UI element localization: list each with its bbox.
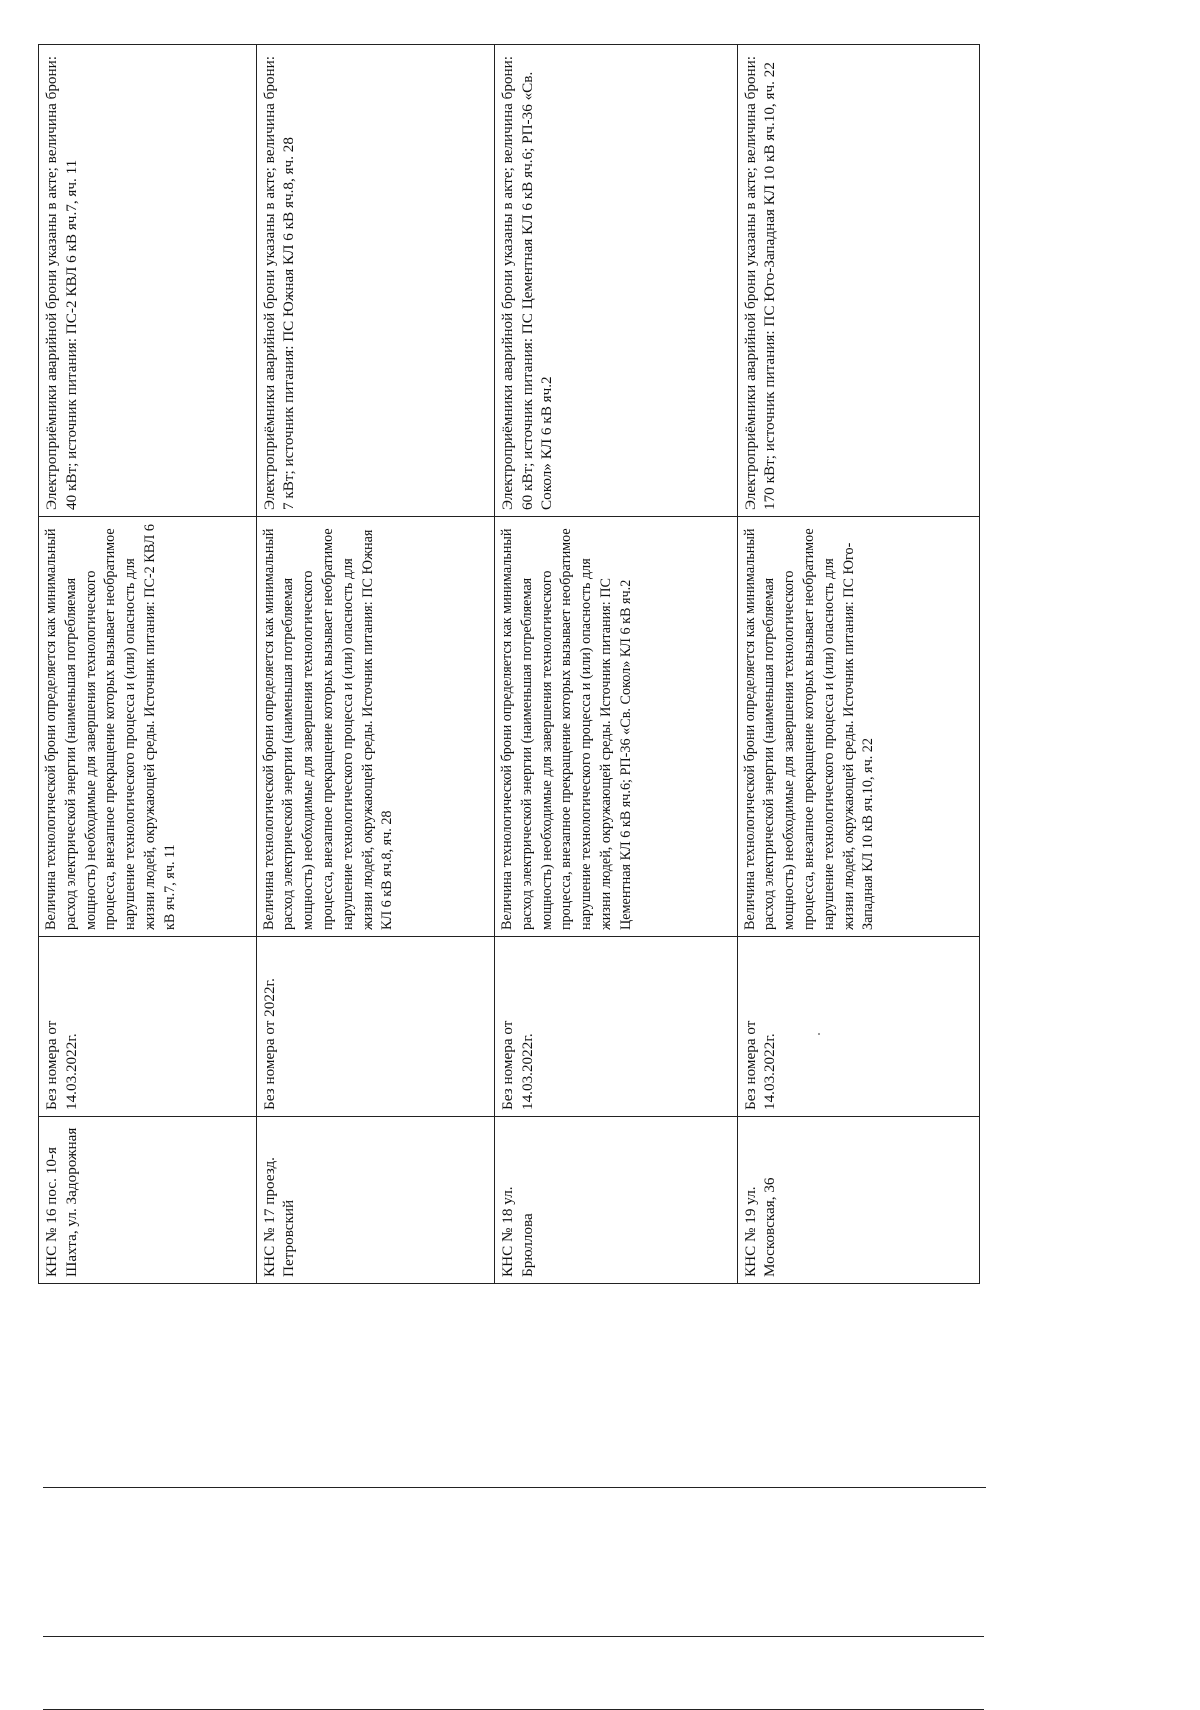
emergency-reserve-cell: Электроприёмники аварийной брони указаны в акте; величина брони: 60 кВт; источник питания: ПС Цементная КЛ 6 кВ яч.6; РП-36 «Св. Сокол» КЛ 6 кВ яч.2: [499, 56, 556, 510]
object-cell: КНС № 17 проезд. Петровский: [257, 1116, 495, 1283]
object-cell: КНС № 18 ул. Брюллова: [495, 1116, 736, 1283]
act-cell: Без номера от 14.03.2022г.: [738, 936, 979, 1116]
reservation-table-region: [38, 44, 980, 1284]
technological-reserve-cell: Величина технологической брони определяется как минимальный расход электрической энергии (наименьшая потребляемая мощность) необходимые для завершения технологического процесса, внезапное прекращение которых вызывает необратимое нарушение технологического процесса и (или) опасность для жизни людей, окружающей среды. Источник питания: ПС Юго- Западная КЛ 10 кВ яч.10, яч. 22: [738, 516, 979, 936]
object-cell: КНС № 16 пос. 10-я Шахта, ул. Задорожная: [39, 1116, 256, 1283]
emergency-reserve-cell: Электроприёмники аварийной брони указаны в акте; величина брони: 40 кВт; источник питания: ПС-2 КВЛ 6 кВ яч.7, яч. 11: [43, 56, 80, 510]
table-row: [495, 45, 737, 1283]
technological-reserve-cell: Величина технологической брони определяется как минимальный расход электрической энергии (наименьшая потребляемая мощность) необходимые для завершения технологического процесса, внезапное прекращение которых вызывает необратимое нарушение технологического процесса и (или) опасность для жизни людей, окружающей среды. Источник питания: ПС Южная КЛ 6 кВ яч.8, яч. 28: [257, 516, 495, 936]
emergency-reserve-cell: Электроприёмники аварийной брони указаны в акте; величина брони: 7 кВт; источник питания: ПС Южная КЛ 6 кВ яч.8, яч. 28: [260, 56, 298, 510]
signature-line: [43, 1487, 986, 1488]
technological-reserve-cell: Величина технологической брони определяется как минимальный расход электрической энергии (наименьшая потребляемая мощность) необходимые для завершения технологического процесса, внезапное прекращение которых вызывает необратимое нарушение технологического процесса и (или) опасность для жизни людей, окружающей среды. Источник питания: ПС Цементная КЛ 6 кВ яч.6; РП-36 «Св. Сокол» КЛ 6 кВ яч.2: [495, 516, 736, 936]
table-row: [257, 45, 496, 1283]
scan-speck: [818, 1033, 820, 1035]
reservation-table: [38, 44, 980, 1284]
technological-reserve-cell: Величина технологической брони определяется как минимальный расход электрической энергии (наименьшая потребляемая мощность) необходимые для завершения технологического процесса, внезапное прекращение которых вызывает необратимое нарушение технологического процесса и (или) опасность для жизни людей, окружающей среды. Источник питания: ПС-2 КВЛ 6 кВ яч.7, яч. 11: [39, 516, 256, 936]
act-cell: Без номера от 14.03.2022г.: [39, 936, 256, 1116]
signature-line: [43, 1636, 984, 1637]
table-row: [39, 45, 257, 1283]
emergency-reserve-cell: Электроприёмники аварийной брони указаны в акте; величина брони: 170 кВт; источник питания: ПС Юго-Западная КЛ 10 кВ яч.10, яч. 22: [741, 56, 779, 510]
act-cell: Без номера от 14.03.2022г.: [495, 936, 736, 1116]
object-cell: КНС № 19 ул. Московская, 36: [738, 1116, 979, 1283]
table-row: [738, 45, 979, 1283]
act-cell: Без номера от 2022г.: [257, 936, 495, 1116]
